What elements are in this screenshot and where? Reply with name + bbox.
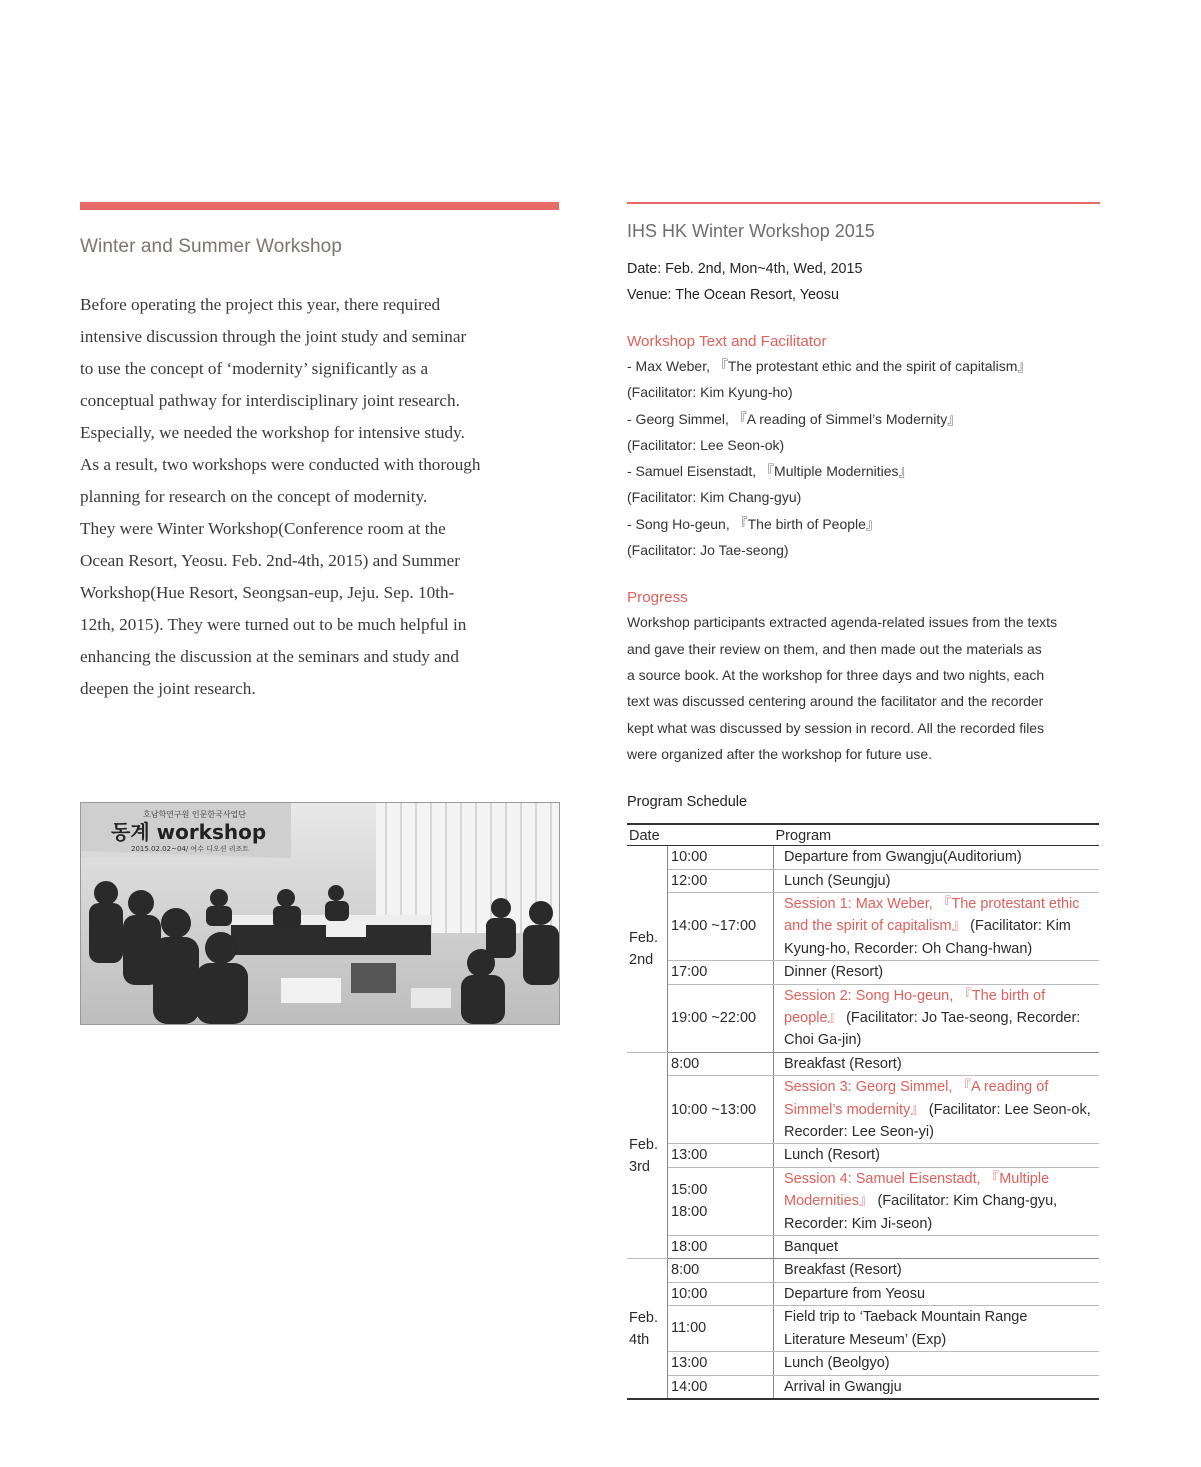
time-cell: 13:00 xyxy=(668,1144,774,1167)
program-cell: Departure from Yeosu xyxy=(774,1282,1100,1305)
text-line: They were Winter Workshop(Conference room at the xyxy=(80,519,446,538)
text-line: planning for research on the concept of modernity. xyxy=(80,487,428,506)
text-line: intensive discussion through the joint study and seminar xyxy=(80,327,467,346)
table-row xyxy=(627,1259,1099,1282)
text-line: Workshop(Hue Resort, Seongsan-eup, Jeju. Sep. 10th- xyxy=(80,583,455,602)
progress-paragraph xyxy=(627,609,1097,767)
table-row xyxy=(627,1076,1099,1144)
session-detail: (Facilitator: Kim xyxy=(966,918,1071,935)
session-title: and the spirit of capitalism』 xyxy=(784,918,967,935)
progress-title: Progress xyxy=(627,589,688,607)
table-row xyxy=(627,1144,1099,1167)
program-cell xyxy=(774,984,1100,1052)
time-cell: 10:00 xyxy=(668,846,774,869)
program-cell: Breakfast (Resort) xyxy=(774,1259,1100,1282)
time-cell: 13:00 xyxy=(668,1352,774,1375)
list-item: (Facilitator: Lee Seon-ok) xyxy=(627,436,785,453)
date-month: Feb. xyxy=(629,1136,659,1153)
text-line: text was discussed centering around the facilitator and the recorder xyxy=(627,693,1044,710)
time-cell: 10:00 xyxy=(668,1282,774,1305)
table-row xyxy=(627,1306,1099,1352)
col-date-header: Date xyxy=(627,824,774,846)
text-line: and gave their review on them, and then made out the materials as xyxy=(627,640,1042,657)
workshop-photo-illustration xyxy=(81,803,559,1024)
table-row xyxy=(627,1375,1099,1399)
venue-line: Venue: The Ocean Resort, Yeosu xyxy=(627,287,839,303)
table-row xyxy=(627,984,1099,1052)
program-cell xyxy=(774,1167,1100,1235)
program-cell: Arrival in Gwangju xyxy=(774,1375,1100,1399)
time-cell: 10:00 ~13:00 xyxy=(668,1076,774,1144)
text-line: conceptual pathway for interdisciplinary joint research. xyxy=(80,391,460,410)
date-day: 2nd xyxy=(629,951,654,968)
time-cell: 8:00 xyxy=(668,1052,774,1075)
intro-paragraph xyxy=(80,289,540,705)
banner-date: 2015.02.02~04/ 여수 디오션 리조트 xyxy=(131,845,249,853)
session-title: Session 4: Samuel Eisenstadt, 『Multiple xyxy=(784,1170,1050,1187)
list-item: (Facilitator: Kim Kyung-ho) xyxy=(627,384,793,401)
session-detail: (Facilitator: Lee Seon-ok, xyxy=(924,1101,1091,1118)
program-cell: Breakfast (Resort) xyxy=(774,1052,1100,1075)
time-cell: 18:00 xyxy=(668,1236,774,1259)
table-row xyxy=(627,1236,1099,1259)
time-cell: 14:00 ~17:00 xyxy=(668,892,774,960)
list-item: - Max Weber, 『The protestant ethic and the spirit of capitalism』 xyxy=(627,358,1032,374)
banner-small-text: 호남학연구원 인문한국사업단 xyxy=(143,810,247,819)
program-cell xyxy=(774,1076,1100,1144)
time-cell: 12:00 xyxy=(668,869,774,892)
session-detail: (Facilitator: Kim Chang-gyu, xyxy=(873,1193,1058,1210)
list-item: - Song Ho-geun, 『The birth of People』 xyxy=(627,515,880,532)
text-line: were organized after the workshop for future use. xyxy=(627,745,933,762)
time-cell xyxy=(668,1167,774,1235)
session-detail: Kyung-ho, Recorder: Oh Chang-hwan) xyxy=(784,940,1033,957)
program-line: Literature Meseum’ (Exp) xyxy=(784,1331,947,1348)
date-day: 3rd xyxy=(629,1158,650,1175)
text-line: deepen the joint research. xyxy=(80,679,256,698)
text-line: Workshop participants extracted agenda-related issues from the texts xyxy=(627,614,1058,631)
date-cell xyxy=(627,846,668,1053)
session-detail: Recorder: Lee Seon-yi) xyxy=(784,1124,934,1141)
date-month: Feb. xyxy=(629,929,659,946)
session-title: Modernities』 xyxy=(784,1193,874,1210)
table-row xyxy=(627,1167,1099,1235)
time-cell: 8:00 xyxy=(668,1259,774,1282)
table-row xyxy=(627,846,1099,869)
left-column xyxy=(80,202,559,705)
text-line: Especially, we needed the workshop for intensive study. xyxy=(80,423,465,442)
section-heading: Winter and Summer Workshop xyxy=(80,236,343,257)
time-cell: 17:00 xyxy=(668,961,774,984)
text-line: kept what was discussed by session in record. All the recorded files xyxy=(627,719,1045,736)
program-cell xyxy=(774,1306,1100,1352)
texts-title: Workshop Text and Facilitator xyxy=(627,333,827,350)
session-title: Simmel’s modernity』 xyxy=(784,1101,925,1118)
program-cell: Banquet xyxy=(774,1236,1100,1259)
session-title: Session 1: Max Weber, 『The protestant ethic xyxy=(784,895,1080,912)
schedule-title: Program Schedule xyxy=(627,794,748,811)
text-line: Ocean Resort, Yeosu. Feb. 2nd-4th, 2015) and Summer xyxy=(80,551,460,570)
table-row xyxy=(627,869,1099,892)
time-cell: 14:00 xyxy=(668,1375,774,1399)
workshop-photo xyxy=(80,802,560,1025)
table-row xyxy=(627,1052,1099,1075)
banner-title: 동계 workshop xyxy=(111,820,267,844)
program-cell: Dinner (Resort) xyxy=(774,961,1100,984)
table-row xyxy=(627,1282,1099,1305)
table-row xyxy=(627,961,1099,984)
list-item: - Georg Simmel, 『A reading of Simmel’s Modernity』 xyxy=(627,410,962,427)
right-column xyxy=(627,202,1100,1400)
date-month: Feb. xyxy=(629,1309,659,1326)
text-line: 12th, 2015). They were turned out to be much helpful in xyxy=(80,615,467,634)
text-line: Before operating the project this year, there required xyxy=(80,295,441,314)
time-end: 18:00 xyxy=(671,1204,708,1221)
date-cell xyxy=(627,1052,668,1259)
table-header-row xyxy=(627,824,1099,846)
session-title: Session 3: Georg Simmel, 『A reading of xyxy=(784,1079,1049,1096)
date-day: 4th xyxy=(629,1331,650,1348)
program-cell: Lunch (Seungju) xyxy=(774,869,1100,892)
session-detail: (Facilitator: Jo Tae-seong, Recorder: xyxy=(842,1010,1081,1026)
section-accent-rule xyxy=(627,202,1100,204)
text-line: to use the concept of ‘modernity’ significantly as a xyxy=(80,359,429,378)
time-cell: 11:00 xyxy=(668,1306,774,1352)
table-row xyxy=(627,892,1099,960)
table-row xyxy=(627,1352,1099,1375)
session-title: Session 2: Song Ho-geun, 『The birth of xyxy=(784,987,1046,1004)
time-cell: 19:00 ~22:00 xyxy=(668,984,774,1052)
list-item: - Samuel Eisenstadt, 『Multiple Modernities』 xyxy=(627,463,913,480)
time-start: 15:00 xyxy=(671,1182,708,1199)
col-program-header: Program xyxy=(774,824,1100,846)
section-accent-bar xyxy=(80,202,559,210)
text-line: As a result, two workshops were conducted with thorough xyxy=(80,455,481,474)
date-cell xyxy=(627,1259,668,1399)
program-line: Field trip to ‘Taeback Mountain Range xyxy=(784,1309,1028,1326)
text-line: a source book. At the workshop for three days and two nights, each xyxy=(627,666,1045,683)
list-item: (Facilitator: Jo Tae-seong) xyxy=(627,542,789,559)
workshop-heading: IHS HK Winter Workshop 2015 xyxy=(627,221,875,241)
date-line: Date: Feb. 2nd, Mon~4th, Wed, 2015 xyxy=(627,261,863,277)
program-cell: Lunch (Resort) xyxy=(774,1144,1100,1167)
session-title: people』 xyxy=(784,1010,843,1026)
list-item: (Facilitator: Kim Chang-gyu) xyxy=(627,489,802,506)
texts-list xyxy=(627,353,1100,563)
program-cell xyxy=(774,892,1100,960)
schedule-table xyxy=(627,823,1099,1400)
session-detail: Choi Ga-jin) xyxy=(784,1032,862,1049)
program-cell: Departure from Gwangju(Auditorium) xyxy=(774,846,1100,869)
session-detail: Recorder: Kim Ji-seon) xyxy=(784,1215,933,1232)
workshop-meta xyxy=(627,256,1100,308)
program-cell: Lunch (Beolgyo) xyxy=(774,1352,1100,1375)
text-line: enhancing the discussion at the seminars and study and xyxy=(80,647,459,666)
